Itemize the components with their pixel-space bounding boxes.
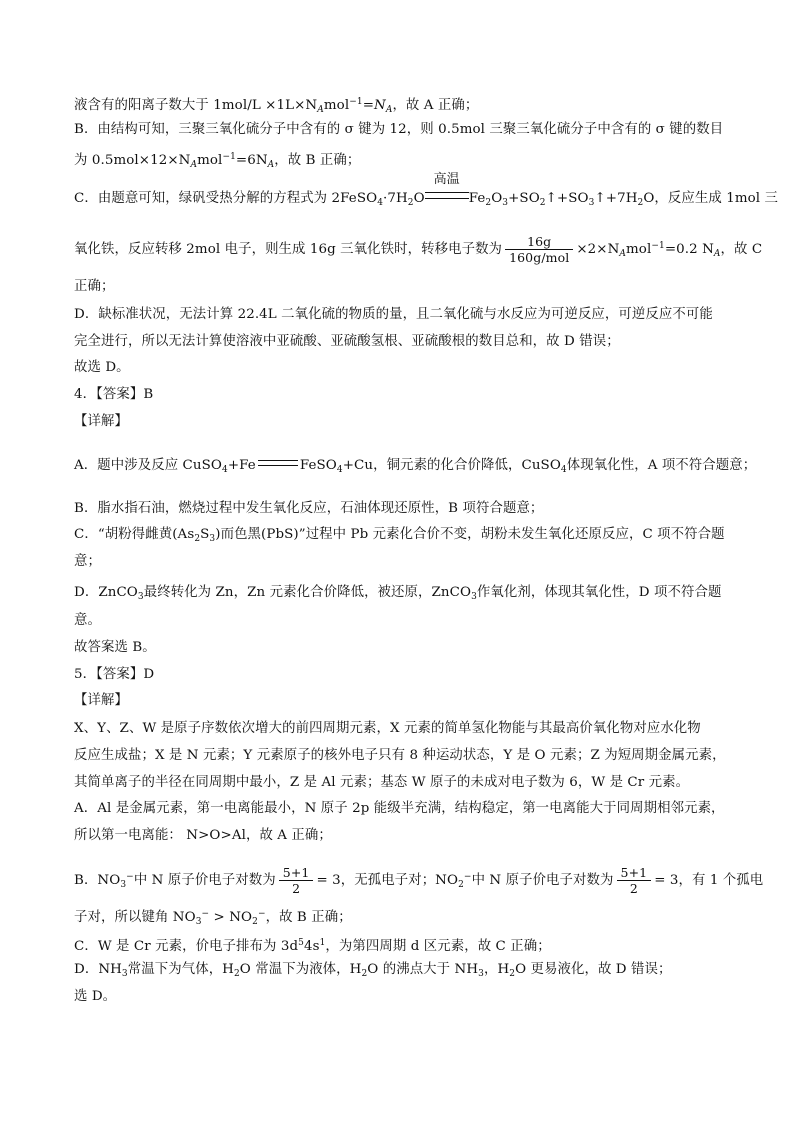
text-line: B．$NO_3^-$中 N 原子价电子对数为 $\frac{5+1}{2}$ = 3，无孤电子对；$NO_2^-$中 N 原子价电子对数为 $\frac{5+1}{2}$ = 3，有 1 个孤电	[74, 865, 764, 896]
text-line: B．由结构可知，三聚三氧化硫分子中含有的 σ 键为 12，则 0.5mol 三聚三氧化硫分子中含有的 σ 键的数目	[74, 122, 724, 137]
text-line: 完全进行，所以无法计算使溶液中亚硫酸、亚硫酸氢根、亚硫酸根的数目总和，故 D 错误；	[74, 334, 620, 349]
text-line: A．Al 是金属元素，第一电离能最小，N 原子 2p 能级半充满，结构稳定，第一电离能大于同周期相邻元素，	[74, 801, 725, 816]
text-line: 故选 D。	[74, 360, 130, 375]
text-line: C．“胡粉得雌黄$(As_2S_3)$而色黑(PbS)”过程中 Pb 元素化合价不变，胡粉未发生氧化还原反应，C 项不符合题	[74, 527, 725, 544]
text-line: 液含有的阳离子数大于 $1mol/L \times 1L\times N_Amol^{-1}=N_A$，故 A 正确；	[74, 97, 479, 115]
fraction: $\frac{16g}{\text{160g/mol}}$	[505, 234, 573, 265]
text-line: 意；	[74, 554, 101, 569]
fraction: $\frac{5+1}{2}$	[617, 865, 652, 896]
text-line: 氧化铁，反应转移 2mol 电子，则生成 16g 三氧化铁时，转移电子数为 $\frac{16g}{\text{160g/mol}}$ $\times 2\times N_Amol^{-1}=0.2$ $N_A$，故 C	[74, 234, 763, 265]
text-line: B．脂水指石油，燃烧过程中发生氧化反应，石油体现还原性，B 项符合题意；	[74, 501, 544, 516]
reaction-condition: 高温	[425, 190, 469, 208]
text-line: 为 $0.5mol\times 12\times N_Amol^{-1}=6N_A$，故 B 正确；	[74, 152, 361, 170]
text-line: 正确；	[74, 279, 115, 294]
text-line: 故答案选 B。	[74, 640, 156, 655]
detail-heading: 【详解】	[74, 414, 128, 429]
detail-heading: 【详解】	[74, 693, 128, 708]
answer-heading: 4．【答案】B	[74, 387, 154, 402]
text-line: D．缺标准状况，无法计算 22.4L 二氧化硫的物质的量，且二氧化硫与水反应为可逆反应，可逆反应不可能	[74, 307, 713, 322]
text-line: X、Y、Z、W 是原子序数依次增大的前四周期元素，X 元素的简单氢化物能与其最高价氧化物对应水化物	[74, 721, 701, 736]
text-line: D．$NH_3$常温下为气体，$H_2O$ 常温下为液体，$H_2O$ 的沸点大于 $NH_3$，$H_2O$ 更易液化，故 D 错误；	[74, 962, 672, 979]
text-line: 其简单离子的半径在同周期中最小，Z 是 Al 元素；基态 W 原子的未成对电子数为 6，W 是 Cr 元素。	[74, 775, 690, 790]
text-line: A．题中涉及反应 CuSO$_4$+Fe FeSO$_4$+Cu，铜元素的化合价降低，CuSO$_4$体现氧化性，A 项不符合题意；	[74, 458, 757, 475]
text-line: 子对，所以键角 $NO_3^- > NO_2^-$，故 B 正确；	[74, 909, 352, 927]
text-line: 所以第一电离能： N>O>Al，故 A 正确；	[74, 828, 332, 843]
fraction: $\frac{5+1}{2}$	[279, 865, 314, 896]
text-line: D．ZnCO$_3$最终转化为 Zn，Zn 元素化合价降低，被还原，ZnCO$_3$作氧化剂，体现其氧化性，D 项不符合题	[74, 585, 722, 602]
text-line: 反应生成盐；X 是 N 元素；Y 元素原子的核外电子只有 8 种运动状态，Y 是 O 元素；Z 为短周期金属元素，	[74, 748, 726, 763]
answer-heading: 5．【答案】D	[74, 667, 155, 682]
text-line: C．W 是 Cr 元素，价电子排布为 $3d^54s^1$，为第四周期 d 区元素，故 C 正确；	[74, 938, 551, 954]
text-line: 选 D。	[74, 989, 117, 1004]
text-line: 意。	[74, 613, 101, 628]
equation-line: C．由题意可知，绿矾受热分解的方程式为 $2FeSO_4\cdot 7H_2O$ 高温 $Fe_2O_3+SO_2↑+SO_3↑+7H_2O$，反应生成 1mol 三	[74, 172, 779, 208]
